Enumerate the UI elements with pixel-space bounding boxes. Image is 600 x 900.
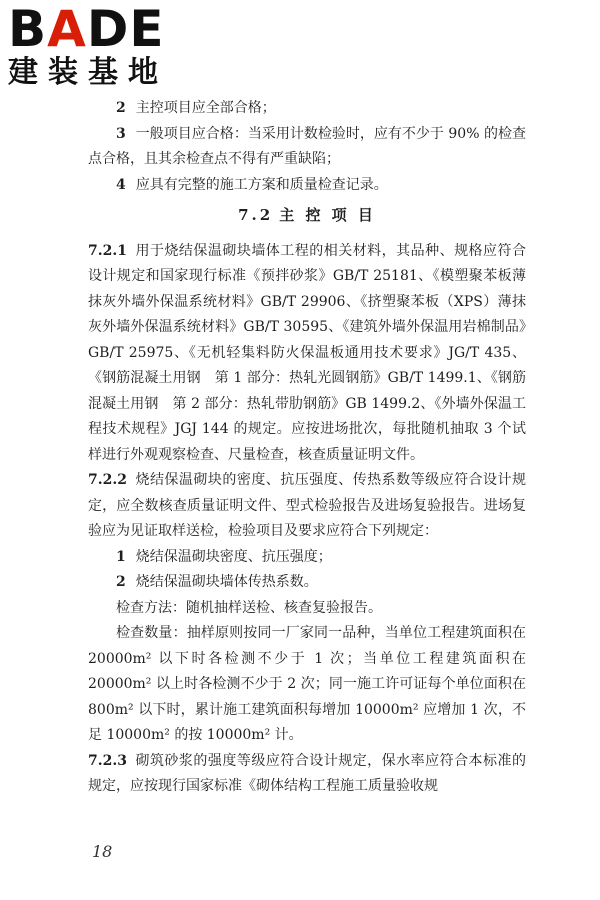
list-item-text: 主控项目应全部合格； <box>135 100 276 116</box>
clause-number: 7.2.1 <box>88 242 127 259</box>
list-item <box>88 545 526 571</box>
check-quantity: 检查数量：抽样原则按同一厂家同一品种，当单位工程建筑面积在 20000m² 以下时各检测不少于 1 次；当单位工程建筑面积在 20000m² 以上时各检测不少于 2 次；同一施工许可证每个单位面积在 800m² 以下时，累计施工建筑面积每增加 10000m² 应增加 1 次，不足 10000m² 的按 10000m² 计。 <box>88 625 526 743</box>
clause-7-2-3 <box>88 749 526 800</box>
page-number: 18 <box>92 842 113 861</box>
list-item-text: 应具有完整的施工方案和质量检查记录。 <box>135 176 388 193</box>
clause-number: 7.2.2 <box>88 472 127 488</box>
clause-number: 7.2.3 <box>88 752 127 769</box>
list-item <box>88 96 526 122</box>
list-item <box>88 173 526 199</box>
logo-letter-a: A <box>47 0 87 58</box>
logo-wordmark <box>8 0 168 58</box>
list-item-number: 1 <box>116 548 126 565</box>
brand-logo <box>8 0 168 90</box>
list-item-number: 2 <box>116 574 126 590</box>
list-item <box>88 570 526 596</box>
clause-text: 砌筑砂浆的强度等级应符合设计规定，保水率应符合本标准的规定，应按现行国家标准《砌体结构工程施工质量验收规 <box>88 752 526 794</box>
clause-text: 用于烧结保温砌块墙体工程的相关材料，其品种、规格应符合设计规定和国家现行标准《预拌砂浆》GB/T 25181、《模塑聚苯板薄抹灰外墙外保温系统材料》GB/T 29906、《挤塑聚苯板（XPS）薄抹灰外墙外保温系统材料》GB/T 30595、《建筑外墙外保温用岩棉制品》GB/T 25975、《无机轻集料防火保温板通用技术要求》JG/T 435、《钢筋混凝土用钢 第 1 部分：热轧光圆钢筋》GB/T 1499.1、《钢筋混凝土用钢 第 2 部分：热轧带肋钢筋》GB 1499.2、《外墙外保温工程技术规程》JGJ 144 的规定。应按进场批次，每批随机抽取 3 个试样进行外观观察检查、尺量检查，核查质量证明文件。 <box>88 242 526 463</box>
section-number: 7.2 <box>238 206 274 224</box>
section-heading <box>88 203 526 229</box>
page-body <box>88 96 526 800</box>
list-item-number: 2 <box>116 100 126 116</box>
logo-letter-b: B <box>8 0 48 58</box>
list-item-number: 4 <box>116 176 126 193</box>
clause-text: 烧结保温砌块的密度、抗压强度、传热系数等级应符合设计规定，应全数核查质量证明文件、型式检验报告及进场复验报告。进场复验应为见证取样送检，检验项目及要求应符合下列规定： <box>88 472 526 539</box>
list-item-text: 烧结保温砌块墙体传热系数。 <box>135 574 318 590</box>
list-item <box>88 122 526 173</box>
clause-7-2-1 <box>88 239 526 469</box>
list-item-text: 一般项目应合格：当采用计数检验时，应有不少于 90% 的检查点合格，且其余检查点不得有严重缺陷； <box>88 125 526 167</box>
check-method: 检查方法：随机抽样送检、核查复验报告。 <box>116 599 382 616</box>
clause-7-2-2 <box>88 468 526 545</box>
logo-letters-de: DE <box>86 0 165 58</box>
list-item-text: 烧结保温砌块密度、抗压强度； <box>135 548 332 565</box>
list-item-number: 3 <box>116 125 126 142</box>
section-title: 主 控 项 目 <box>279 206 376 224</box>
logo-subtitle: 建装基地 <box>8 55 168 90</box>
